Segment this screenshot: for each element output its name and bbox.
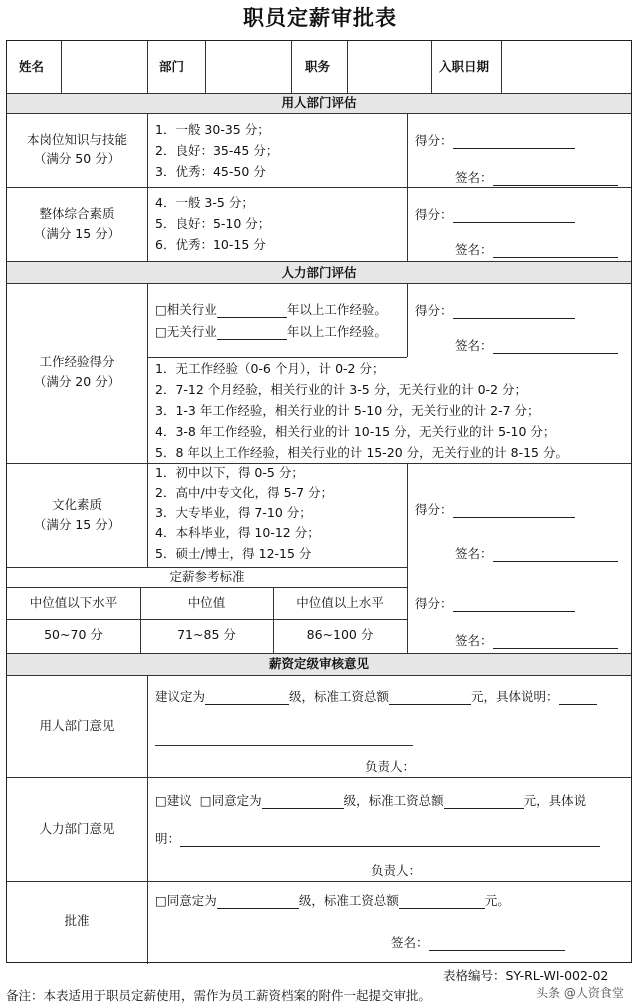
quality-max: （满分 15 分） — [33, 226, 121, 241]
dept-label: 部门 — [159, 59, 185, 74]
sign-label: 签名： — [455, 170, 618, 186]
score-label: 得分： — [415, 207, 575, 223]
section-salary-review: 薪资定级审核意见 — [268, 656, 369, 671]
position-label: 职务 — [305, 59, 331, 74]
experience-max: （满分 20 分） — [33, 374, 121, 389]
list-item: 6．优秀：10-15 分 — [155, 237, 266, 252]
section-dept-eval: 用人部门评估 — [281, 95, 357, 110]
approval-label: 批准 — [64, 913, 90, 928]
reference-val-median: 71~85 分 — [177, 627, 236, 642]
name-label: 姓名 — [19, 59, 45, 74]
hire-date-label: 入职日期 — [439, 59, 490, 74]
quality-label: 整体综合素质 — [39, 206, 115, 221]
list-item: 5．硕士/博士，得 12-15 分 — [155, 546, 312, 561]
reference-val-below: 50~70 分 — [44, 627, 103, 642]
hr-owner-label: 负责人： — [371, 863, 422, 878]
list-item: 2．7-12 个月经验，相关行业的计 3-5 分，无关行业的计 0-2 分； — [155, 382, 528, 397]
watermark: 头条 @人资食堂 — [536, 986, 624, 1000]
sign-label: 签名： — [455, 633, 618, 649]
hr-opinion-line: □建议 □同意定为 级，标准工资总额 元，具体说 — [155, 793, 587, 808]
dept-opinion-line: 建议定为 级，标准工资总额 元，具体说明： — [155, 689, 597, 705]
footer-note: 备注：本表适用于职员定薪使用，需作为员工薪资档案的附件一起提交审批。 — [6, 988, 432, 1003]
hr-opinion-line2: 明： — [155, 831, 600, 847]
knowledge-max: （满分 50 分） — [33, 151, 121, 166]
reference-col-below: 中位值以下水平 — [29, 595, 118, 610]
hr-opinion-label: 人力部门意见 — [39, 821, 115, 836]
list-item: 1．初中以下，得 0-5 分； — [155, 465, 304, 480]
list-item: 3．优秀：45-50 分 — [155, 164, 266, 179]
reference-title: 定薪参考标准 — [169, 569, 245, 584]
approval-sign-label: 签名： — [391, 935, 565, 951]
sign-label: 签名： — [455, 338, 618, 354]
dept-opinion-label: 用人部门意见 — [39, 718, 115, 733]
education-max: （满分 15 分） — [33, 517, 121, 532]
reference-val-above: 86~100 分 — [306, 627, 374, 642]
list-item: 3．1-3 年工作经验，相关行业的计 5-10 分，无关行业的计 2-7 分； — [155, 403, 540, 418]
list-item: 4．3-8 年工作经验，相关行业的计 10-15 分，无关行业的计 5-10 分； — [155, 424, 556, 439]
score-label: 得分： — [415, 596, 575, 612]
dept-owner-label: 负责人： — [365, 759, 416, 774]
list-item: 4．一般 3-5 分； — [155, 195, 254, 210]
list-item: 2．良好：35-45 分； — [155, 143, 279, 158]
section-hr-eval: 人力部门评估 — [281, 265, 357, 280]
score-label: 得分： — [415, 133, 575, 149]
unrelated-industry-checkbox[interactable]: □无关行业 年以上工作经验。 — [155, 324, 387, 339]
form-number: 表格编号：SY-RL-WI-002-02 — [443, 968, 609, 983]
sign-label: 签名： — [455, 546, 618, 562]
list-item: 1．无工作经验（0-6 个月），计 0-2 分； — [155, 361, 385, 376]
experience-label: 工作经验得分 — [39, 354, 115, 369]
score-label: 得分： — [415, 502, 575, 518]
page-title: 职员定薪审批表 — [243, 5, 397, 30]
related-industry-checkbox[interactable]: □相关行业 年以上工作经验。 — [155, 302, 387, 317]
list-item: 3．大专毕业，得 7-10 分； — [155, 505, 312, 520]
list-item: 5．8 年以上工作经验，相关行业的计 15-20 分，无关行业的计 8-15 分。 — [155, 445, 568, 460]
salary-approval-form — [6, 40, 632, 963]
sign-label: 签名： — [455, 242, 618, 258]
knowledge-label: 本岗位知识与技能 — [26, 132, 127, 147]
score-label: 得分： — [415, 303, 575, 319]
reference-col-above: 中位值以上水平 — [296, 595, 384, 610]
list-item: 1．一般 30-35 分； — [155, 122, 270, 137]
reference-col-median: 中位值 — [187, 595, 226, 610]
list-item: 5．良好：5-10 分； — [155, 216, 271, 231]
approval-line: □同意定为 级，标准工资总额 元。 — [155, 893, 510, 908]
education-label: 文化素质 — [51, 497, 102, 512]
list-item: 2．高中/中专文化，得 5-7 分； — [155, 485, 334, 500]
list-item: 4．本科毕业，得 10-12 分； — [155, 525, 320, 540]
